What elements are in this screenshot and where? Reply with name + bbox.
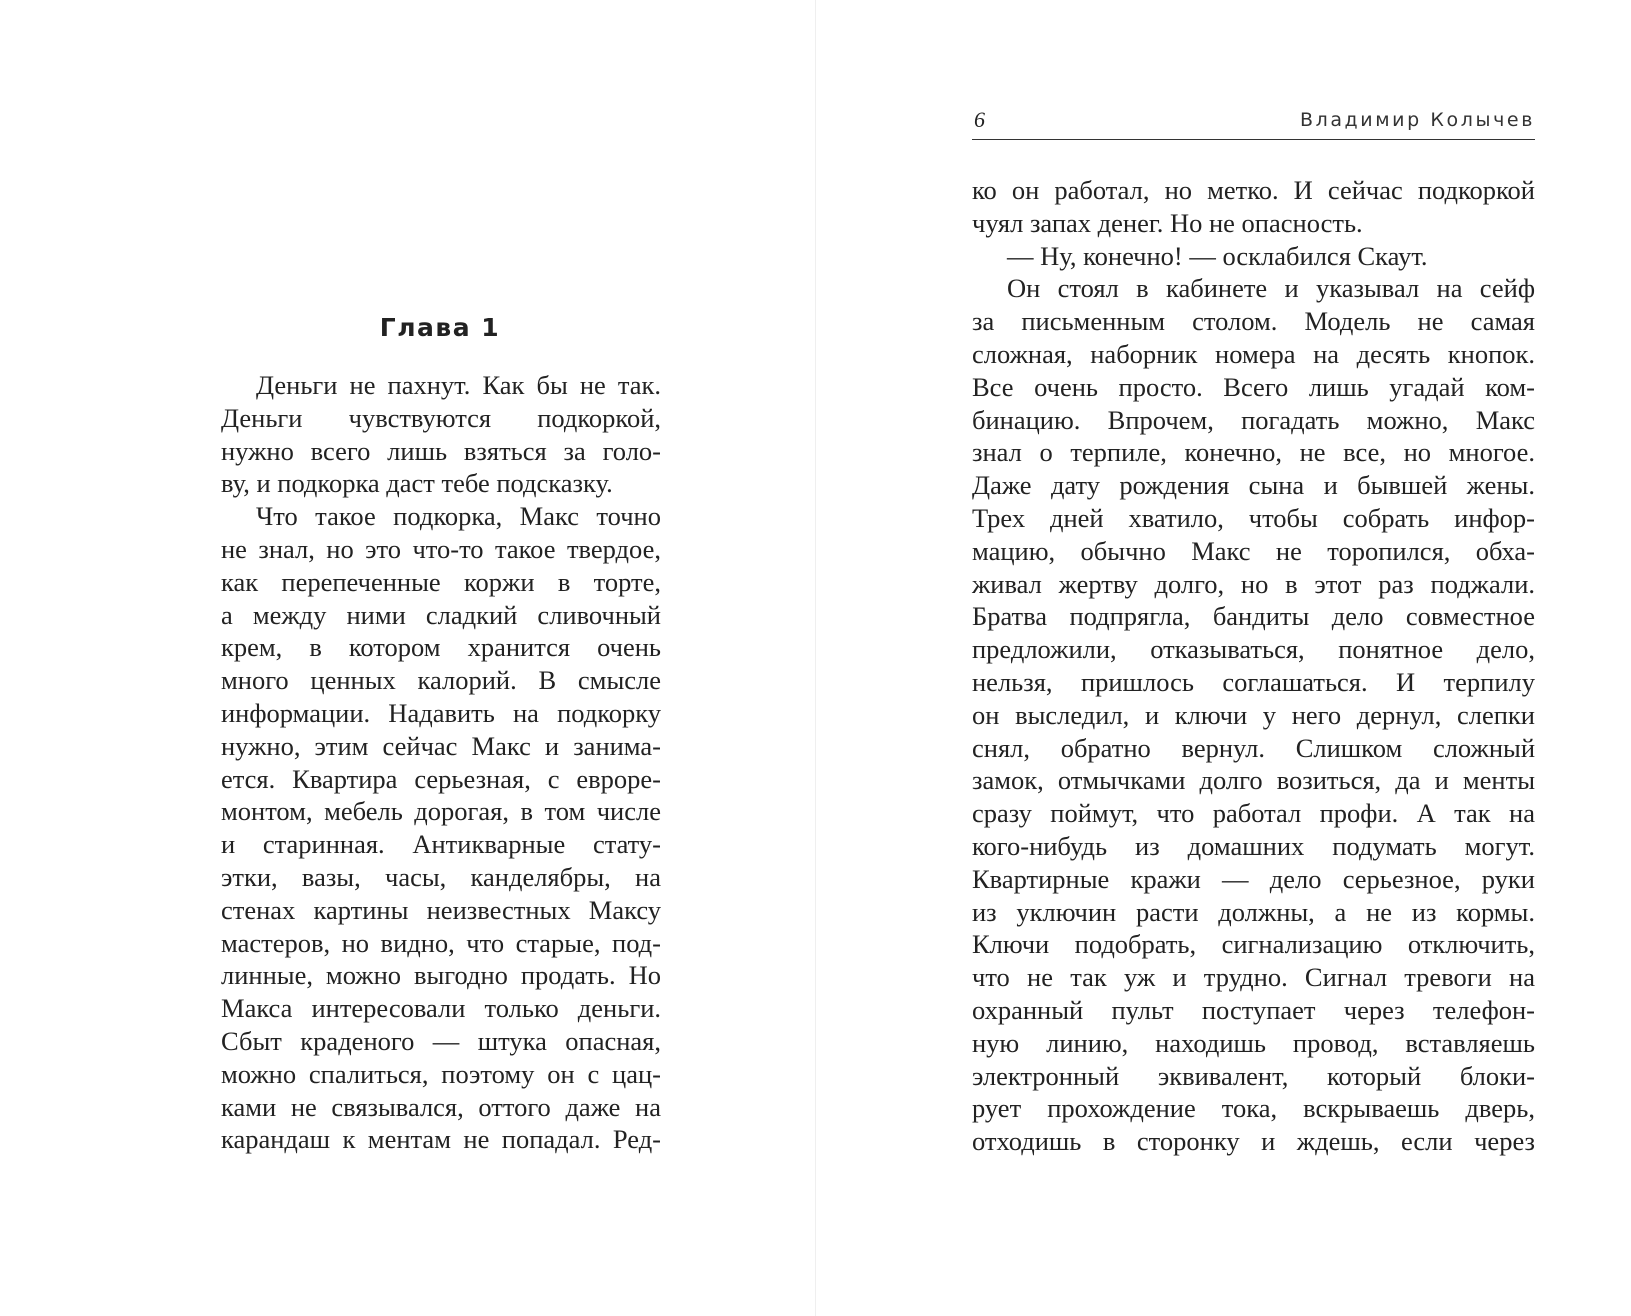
text-line: этки, вазы, часы, канделябры, на: [221, 861, 661, 892]
text-line: Квартирные кражи — дело серьезное, руки: [972, 863, 1535, 894]
text-line: ется. Квартира серьезная, с евроре-: [221, 763, 661, 794]
text-line: Он стоял в кабинете и указывал на сейф: [1007, 273, 1535, 304]
text-line: нельзя, пришлось соглашаться. И терпилу: [972, 666, 1535, 697]
text-line: ную линию, находишь провод, вставляешь: [972, 1027, 1535, 1058]
text-line: Трех дней хватило, чтобы собрать инфор-: [972, 502, 1535, 533]
text-line: ками не связывался, оттого даже на: [221, 1091, 661, 1122]
text-line: электронный эквивалент, который блоки-: [972, 1060, 1535, 1091]
text-line: сложная, наборник номера на десять кнопок.: [972, 338, 1535, 369]
chapter-title: Глава 1: [379, 313, 501, 342]
text-line: крем, в котором хранится очень: [221, 632, 661, 663]
text-line: нужно всего лишь взяться за голо-: [221, 435, 661, 466]
text-line: и старинная. Антикварные стату-: [221, 829, 661, 860]
text-line: не знал, но это что-то такое твердое,: [221, 533, 661, 564]
text-line: Что такое подкорка, Макс точно: [256, 501, 661, 532]
text-line: за письменным столом. Модель не самая: [972, 306, 1535, 337]
text-line: Братва подпрягла, бандиты дело совместное: [972, 601, 1535, 632]
page-number: 6: [974, 107, 985, 132]
text-line: он выследил, и ключи у него дернул, слепки: [972, 699, 1535, 730]
text-line: бинацию. Впрочем, погадать можно, Макс: [972, 404, 1535, 435]
running-header: [972, 105, 1535, 140]
text-line: мацию, обычно Макс не торопился, обха-: [972, 535, 1535, 566]
text-line: из уключин расти должны, а не из кормы.: [972, 896, 1535, 927]
text-line: предложили, отказываться, понятное дело,: [972, 634, 1535, 665]
left-page: [0, 0, 815, 1316]
text-line: Сбыт краденого — штука опасная,: [221, 1025, 661, 1056]
text-line: рует прохождение тока, вскрываешь дверь,: [972, 1093, 1535, 1124]
text-line: а между ними сладкий сливочный: [221, 599, 661, 630]
text-line: ву, и подкорка даст тебе подсказку.: [221, 468, 613, 499]
text-line: Ключи подобрать, сигнализацию отключить,: [972, 929, 1535, 960]
text-line: ко он работал, но метко. И сейчас подкоркой: [972, 175, 1535, 205]
running-head-author: Владимир Колычев: [1299, 109, 1535, 131]
text-line: снял, обратно вернул. Слишком сложный: [972, 732, 1535, 763]
dialogue-line: — Ну, конечно! — осклабился Скаут.: [1007, 240, 1428, 271]
text-line: мастеров, но видно, что старые, под-: [221, 927, 661, 958]
text-line: много ценных калорий. В смысле: [221, 665, 661, 696]
text-line: как перепеченные коржи в торте,: [221, 566, 661, 597]
text-line: Все очень просто. Всего лишь угадай ком-: [972, 371, 1535, 402]
text-line: живал жертву долго, но в этот раз поджали.: [972, 568, 1535, 599]
text-line: знал о терпиле, конечно, не все, но многое.: [972, 437, 1535, 468]
text-line: кого-нибудь из домашних подумать могут.: [972, 830, 1535, 861]
text-line: нужно, этим сейчас Макс и занима-: [221, 730, 661, 761]
text-line: Деньги не пахнут. Как бы не так.: [256, 370, 661, 400]
text-line: сразу поймут, что работал профи. А так на: [972, 798, 1535, 829]
text-line: чуял запах денег. Но не опасность.: [972, 207, 1363, 238]
text-line: информации. Надавить на подкорку: [221, 697, 661, 728]
text-line: что не так уж и трудно. Сигнал тревоги на: [972, 962, 1535, 993]
text-line: монтом, мебель дорогая, в том числе: [221, 796, 661, 827]
text-line: Макса интересовали только деньги.: [221, 993, 661, 1024]
text-line: Даже дату рождения сына и бывшей жены.: [972, 470, 1535, 501]
text-line: охранный пульт поступает через телефон-: [972, 994, 1535, 1025]
text-line: стенах картины неизвестных Максу: [221, 894, 661, 925]
right-page-body: [972, 174, 1535, 1158]
text-line: Деньги чувствуются подкоркой,: [221, 402, 661, 433]
text-line: замок, отмычками долго возиться, да и менты: [972, 765, 1535, 796]
text-line: линные, можно выгодно продать. Но: [221, 960, 661, 991]
text-line: карандаш к ментам не попадал. Ред-: [221, 1124, 661, 1155]
text-line: можно спалиться, поэтому он с цац-: [221, 1058, 661, 1089]
left-page-body: [221, 369, 661, 1156]
text-line: отходишь в сторонку и ждешь, если через: [972, 1126, 1535, 1157]
